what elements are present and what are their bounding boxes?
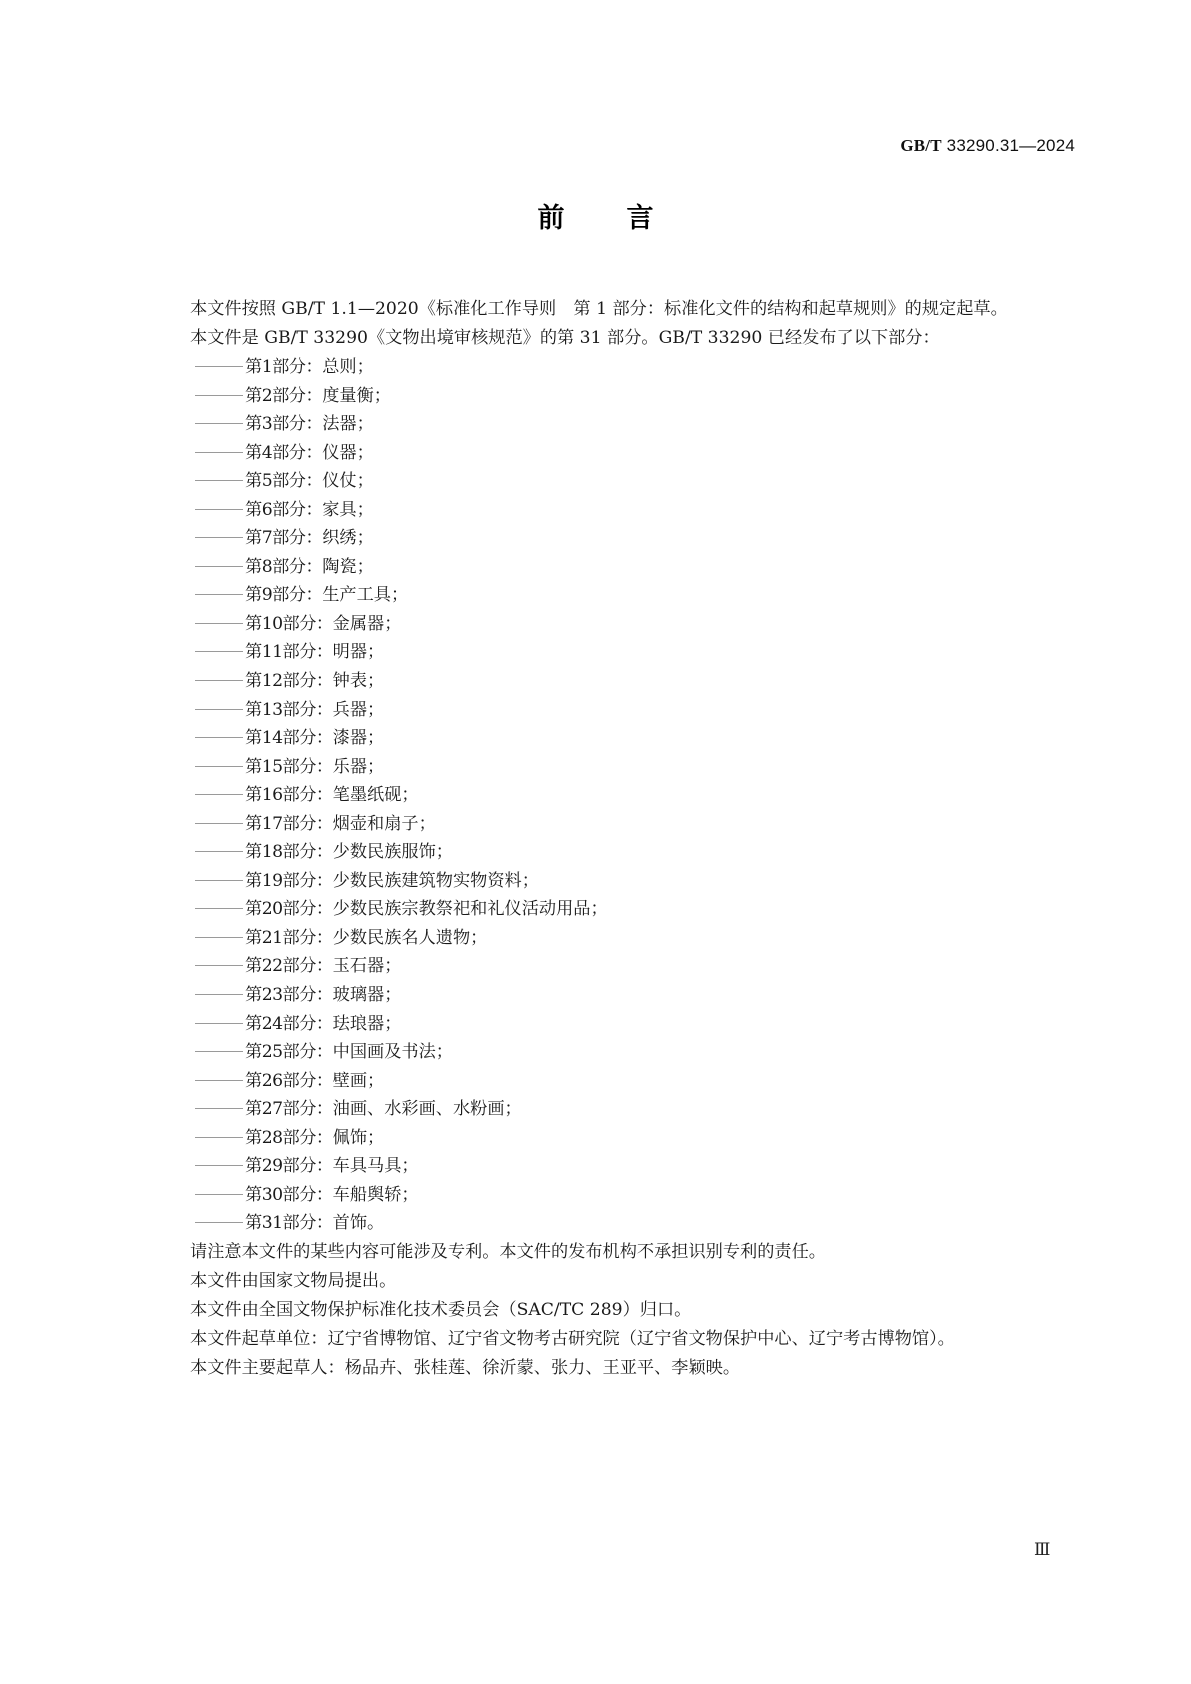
em-dash-bullet xyxy=(195,480,243,481)
part-label: 第6部分： xyxy=(245,499,323,520)
em-dash-bullet xyxy=(195,1051,243,1052)
em-dash-bullet xyxy=(195,366,243,367)
part-label: 第7部分： xyxy=(245,528,323,549)
paragraph-proposer: 本文件由国家文物局提出。 xyxy=(190,1270,397,1291)
part-name: 少数民族建筑物实物资料； xyxy=(332,870,539,891)
standard-prefix: GB/T xyxy=(900,136,942,155)
part-name: 壁画； xyxy=(332,1070,385,1091)
parts-list xyxy=(152,353,1076,1238)
part-name: 仪器； xyxy=(322,442,374,463)
title-char-2: 言 xyxy=(626,203,654,234)
list-item xyxy=(152,810,1076,839)
list-item xyxy=(152,667,1076,696)
paragraph-committee: 本文件由全国文物保护标准化技术委员会（SAC/TC 289）归口。 xyxy=(190,1299,692,1320)
part-label: 第3部分： xyxy=(245,414,323,435)
part-label: 第4部分： xyxy=(245,442,323,463)
em-dash-bullet xyxy=(195,623,243,624)
part-label: 第19部分： xyxy=(245,870,333,891)
part-name: 玻璃器； xyxy=(332,985,402,1006)
part-label: 第29部分： xyxy=(245,1156,333,1177)
paragraph-patent-notice: 请注意本文件的某些内容可能涉及专利。本文件的发布机构不承担识别专利的责任。 xyxy=(190,1241,826,1262)
em-dash-bullet xyxy=(195,1137,243,1138)
list-item xyxy=(152,1124,1076,1153)
list-item xyxy=(152,610,1076,639)
part-label: 第25部分： xyxy=(245,1042,333,1063)
em-dash-bullet xyxy=(195,1194,243,1195)
list-item xyxy=(152,952,1076,981)
foreword-body xyxy=(152,295,1076,1383)
em-dash-bullet xyxy=(195,709,243,710)
list-item xyxy=(152,696,1076,725)
list-item xyxy=(152,638,1076,667)
paragraph-drafting-rules: 本文件按照 GB/T 1.1—2020《标准化工作导则 第 1 部分：标准化文件的结构和起草规则》的规定起草。 xyxy=(190,299,1008,319)
standard-code: 33290.31—2024 xyxy=(941,136,1075,155)
em-dash-bullet xyxy=(195,566,243,567)
part-name: 车船舆轿； xyxy=(332,1184,419,1205)
page-number: Ⅲ xyxy=(1034,1540,1050,1559)
part-label: 第2部分： xyxy=(245,385,323,406)
part-name: 法器； xyxy=(322,414,374,435)
list-item xyxy=(152,924,1076,953)
part-name: 生产工具； xyxy=(322,585,409,606)
part-name: 明器； xyxy=(332,642,385,663)
part-name: 珐琅器； xyxy=(332,1013,402,1034)
part-label: 第21部分： xyxy=(245,927,333,948)
list-item xyxy=(152,1067,1076,1096)
em-dash-bullet xyxy=(195,965,243,966)
em-dash-bullet xyxy=(195,737,243,738)
part-name: 中国画及书法； xyxy=(332,1042,453,1063)
em-dash-bullet xyxy=(195,908,243,909)
part-name: 漆器； xyxy=(332,728,385,749)
em-dash-bullet xyxy=(195,509,243,510)
list-item xyxy=(152,524,1076,553)
part-label: 第1部分： xyxy=(245,357,323,377)
part-name: 乐器； xyxy=(332,756,385,777)
part-label: 第5部分： xyxy=(245,471,323,492)
list-item xyxy=(152,895,1076,924)
part-label: 第14部分： xyxy=(245,728,333,749)
part-label: 第26部分： xyxy=(245,1070,333,1091)
em-dash-bullet xyxy=(195,1222,243,1223)
list-item xyxy=(152,753,1076,782)
em-dash-bullet xyxy=(195,452,243,453)
part-name: 首饰。 xyxy=(332,1213,385,1234)
part-name: 少数民族名人遗物； xyxy=(332,927,488,948)
em-dash-bullet xyxy=(195,851,243,852)
part-name: 仪仗； xyxy=(322,471,374,492)
list-item xyxy=(152,724,1076,753)
em-dash-bullet xyxy=(195,880,243,881)
part-name: 烟壶和扇子； xyxy=(332,813,436,834)
em-dash-bullet xyxy=(195,680,243,681)
part-label: 第8部分： xyxy=(245,556,323,577)
part-label: 第13部分： xyxy=(245,699,333,720)
list-item xyxy=(152,353,1076,382)
list-item xyxy=(152,1010,1076,1039)
list-item xyxy=(152,1181,1076,1210)
list-item xyxy=(152,781,1076,810)
em-dash-bullet xyxy=(195,1165,243,1166)
title-char-1: 前 xyxy=(537,203,565,234)
page-title xyxy=(0,196,1191,235)
part-label: 第23部分： xyxy=(245,985,333,1006)
em-dash-bullet xyxy=(195,651,243,652)
part-label: 第28部分： xyxy=(245,1127,333,1148)
em-dash-bullet xyxy=(195,794,243,795)
part-name: 钟表； xyxy=(332,671,385,692)
em-dash-bullet xyxy=(195,823,243,824)
part-name: 佩饰； xyxy=(332,1127,385,1148)
em-dash-bullet xyxy=(195,766,243,767)
part-name: 少数民族宗教祭祀和礼仪活动用品； xyxy=(332,899,608,920)
part-name: 笔墨纸砚； xyxy=(332,785,419,806)
list-item xyxy=(152,838,1076,867)
part-label: 第31部分： xyxy=(245,1213,333,1234)
paragraph-drafters: 本文件主要起草人：杨品卉、张桂莲、徐沂蒙、张力、王亚平、李颖映。 xyxy=(190,1357,741,1378)
part-label: 第27部分： xyxy=(245,1099,333,1120)
part-label: 第17部分： xyxy=(245,813,333,834)
em-dash-bullet xyxy=(195,537,243,538)
part-label: 第22部分： xyxy=(245,956,333,977)
list-item xyxy=(152,382,1076,411)
list-item xyxy=(152,410,1076,439)
part-label: 第11部分： xyxy=(245,642,333,663)
list-item xyxy=(152,981,1076,1010)
part-name: 度量衡； xyxy=(322,385,391,406)
list-item xyxy=(152,1095,1076,1124)
list-item xyxy=(152,1209,1076,1238)
standard-number-header xyxy=(900,136,1075,156)
list-item xyxy=(152,581,1076,610)
list-item xyxy=(152,496,1076,525)
em-dash-bullet xyxy=(195,1080,243,1081)
list-item xyxy=(152,553,1076,582)
part-name: 陶瓷； xyxy=(322,556,374,577)
part-name: 总则； xyxy=(322,357,374,377)
part-name: 油画、水彩画、水粉画； xyxy=(332,1099,522,1120)
em-dash-bullet xyxy=(195,1108,243,1109)
part-name: 家具； xyxy=(322,499,374,520)
list-item xyxy=(152,467,1076,496)
part-name: 少数民族服饰； xyxy=(332,842,453,863)
part-label: 第9部分： xyxy=(245,585,323,606)
list-item xyxy=(152,439,1076,468)
part-label: 第20部分： xyxy=(245,899,333,920)
paragraph-drafting-units: 本文件起草单位：辽宁省博物馆、辽宁省文物考古研究院（辽宁省文物保护中心、辽宁考古博物馆）。 xyxy=(190,1328,955,1349)
part-label: 第12部分： xyxy=(245,671,333,692)
part-label: 第24部分： xyxy=(245,1013,333,1034)
em-dash-bullet xyxy=(195,395,243,396)
list-item xyxy=(152,867,1076,896)
part-label: 第16部分： xyxy=(245,785,333,806)
em-dash-bullet xyxy=(195,994,243,995)
em-dash-bullet xyxy=(195,937,243,938)
paragraph-series-intro: 本文件是 GB/T 33290《文物出境审核规范》的第 31 部分。GB/T 33290 已经发布了以下部分： xyxy=(190,328,940,348)
list-item xyxy=(152,1152,1076,1181)
part-label: 第18部分： xyxy=(245,842,333,863)
list-item xyxy=(152,1038,1076,1067)
part-label: 第10部分： xyxy=(245,613,333,634)
em-dash-bullet xyxy=(195,1023,243,1024)
part-name: 玉石器； xyxy=(332,956,402,977)
part-label: 第15部分： xyxy=(245,756,333,777)
em-dash-bullet xyxy=(195,423,243,424)
part-name: 车具马具； xyxy=(332,1156,419,1177)
part-name: 织绣； xyxy=(322,528,374,549)
part-name: 兵器； xyxy=(332,699,385,720)
part-label: 第30部分： xyxy=(245,1184,333,1205)
em-dash-bullet xyxy=(195,594,243,595)
part-name: 金属器； xyxy=(332,613,402,634)
